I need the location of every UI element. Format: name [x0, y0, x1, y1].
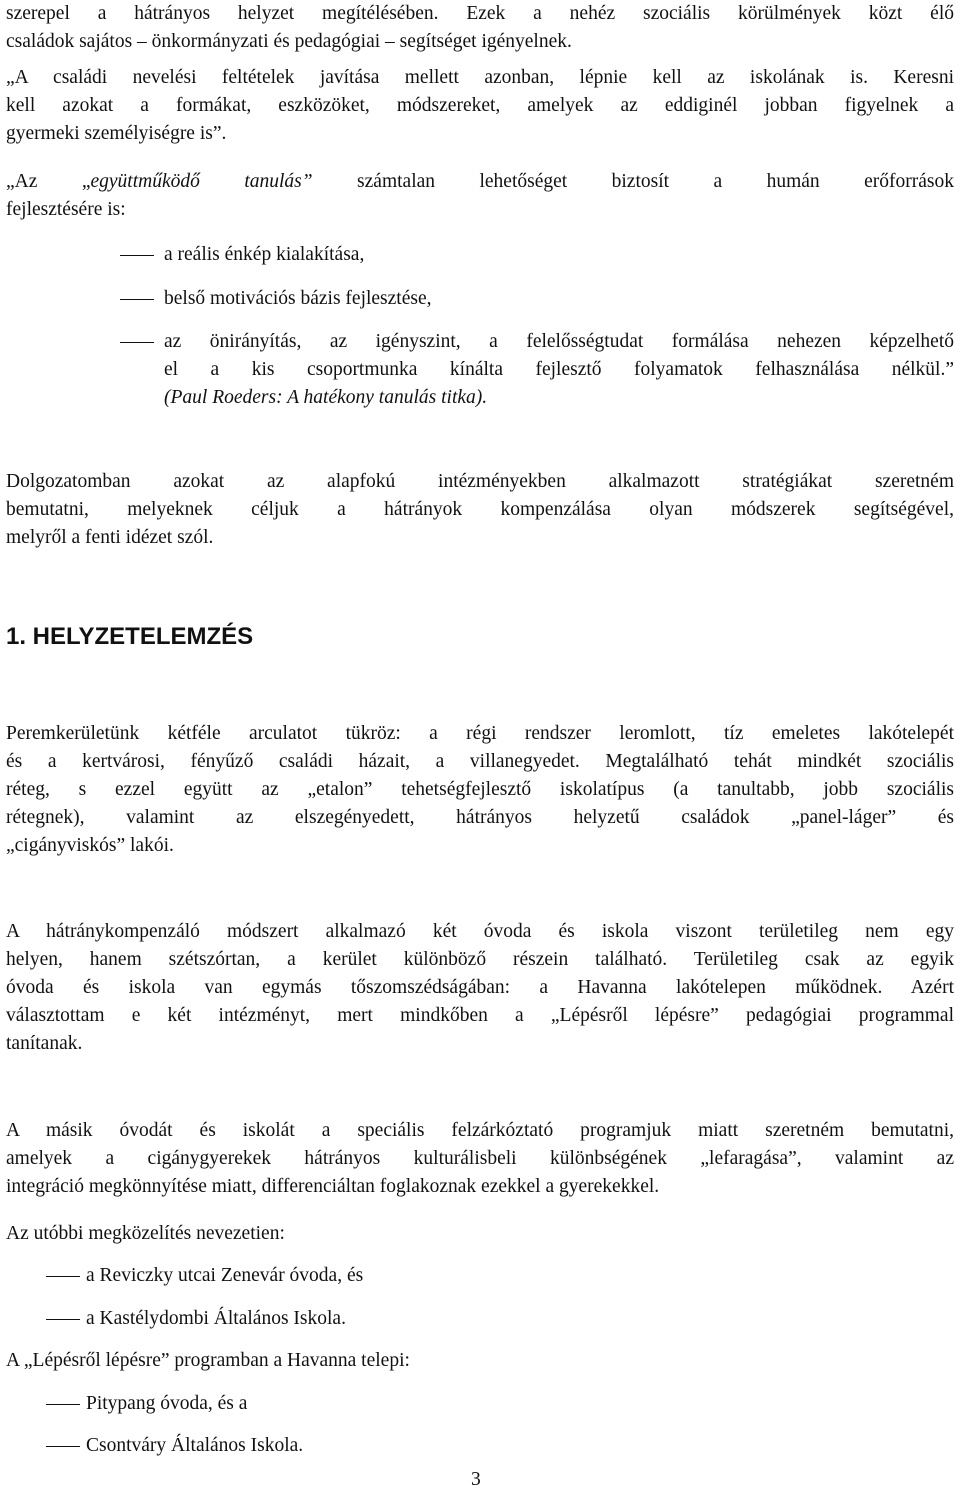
list-item-text: a Reviczky utcai Zenevár óvoda, és	[86, 1265, 364, 1286]
text-line: bemutatni, melyeknek céljuk a hátrányok kompenzálása olyan módszerek segítségével,	[6, 499, 954, 520]
list-item-text: Csontváry Általános Iskola.	[86, 1435, 304, 1456]
text-line: A „Lépésről lépésre” programban a Havanna telepi:	[6, 1350, 410, 1371]
text-line: választottam e két intézményt, mert mindkőben a „Lépésről lépésre” pedagógiai programmal	[6, 1005, 954, 1026]
list-item-text: a reális énkép kialakítása,	[164, 244, 365, 265]
list-item-text: a Kastélydombi Általános Iskola.	[86, 1308, 346, 1329]
paragraph-9	[6, 1347, 954, 1375]
paragraph-4	[6, 468, 954, 552]
text-line: réteg, s ezzel együtt az „etalon” tehetségfejlesztő iskolatípus (a tanultabb, jobb szociális	[6, 779, 954, 800]
list-item-text: el a kis csoportmunka kínálta fejlesztő folyamatok felhasználása nélkül.”	[164, 359, 954, 380]
list-item-text: belső motivációs bázis fejlesztése,	[164, 288, 432, 309]
paragraph-3	[6, 168, 954, 224]
citation-text: (Paul Roeders: A hatékony tanulás titka).	[164, 387, 488, 408]
list-item-text: az önirányítás, az igényszint, a felelősségtudat formálása nehezen képzelhető	[164, 331, 954, 352]
text-line: amelyek a cigánygyerekek hátrányos kulturálisbeli különbségének „lefaragása”, valamint az	[6, 1148, 954, 1169]
section-heading: 1. HELYZETELEMZÉS	[6, 623, 254, 650]
text-line: Peremkerületünk kétféle arculatot tükröz: a régi rendszer leromlott, tíz emeletes lakótelepét	[6, 723, 954, 744]
text-line: gyermeki személyiségre is”.	[6, 123, 227, 144]
text-run: „Az „	[6, 171, 91, 192]
paragraph-5	[6, 720, 954, 860]
text-line: óvoda és iskola van egymás tőszomszédságában: a Havanna lakótelepen működnek. Azért	[6, 977, 954, 998]
text-line: A hátránykompenzáló módszert alkalmazó két óvoda és iskola viszont területileg nem egy	[6, 921, 954, 942]
dash-bullet	[120, 255, 154, 256]
page-number: 3	[471, 1469, 481, 1490]
paragraph-2	[6, 64, 954, 148]
text-line: helyen, hanem szétszórtan, a kerület különböző részein található. Területileg csak az egyik	[6, 949, 954, 970]
citation	[164, 384, 954, 412]
text-line: kell azokat a formákat, eszközöket, módszereket, amelyek az eddiginél jobban figyelnek a	[6, 95, 954, 116]
italic-term: együttműködő tanulás”	[90, 171, 313, 192]
paragraph-8	[6, 1220, 954, 1248]
text-line: családok sajátos – önkormányzati és pedagógiai – segítséget igényelnek.	[6, 31, 572, 52]
text-line: A másik óvodát és iskolát a speciális felzárkóztató programjuk miatt szeretném bemutatni,	[6, 1120, 954, 1141]
text-line: szerepel a hátrányos helyzet megítélésében. Ezek a nehéz szociális körülmények közt élő	[6, 3, 954, 24]
text-line: integráció megkönnyítése miatt, differenciáltan foglakoznak ezekkel a gyerekekkel.	[6, 1176, 660, 1197]
list-item-text: Pitypang óvoda, és a	[86, 1393, 248, 1414]
text-line: Dolgozatomban azokat az alapfokú intézményekben alkalmazott stratégiákat szeretném	[6, 471, 954, 492]
text-line: fejlesztésére is:	[6, 199, 126, 220]
text-line	[6, 168, 954, 196]
dash-bullet	[46, 1276, 80, 1277]
paragraph-7	[6, 1117, 954, 1201]
text-run: számtalan lehetőséget biztosít a humán erőforrások	[312, 171, 954, 192]
dash-bullet	[46, 1319, 80, 1320]
dash-bullet	[120, 342, 154, 343]
dash-bullet	[120, 299, 154, 300]
text-line: „cigányviskós” lakói.	[6, 835, 174, 856]
dash-bullet	[46, 1404, 80, 1405]
paragraph-1	[6, 0, 954, 56]
text-line: és a kertvárosi, fényűző családi házait, a villanegyedet. Megtalálható tehát mindkét szociális	[6, 751, 954, 772]
text-line: rétegnek), valamint az elszegényedett, hátrányos helyzetű családok „panel-láger” és	[6, 807, 954, 828]
text-line: „A családi nevelési feltételek javítása mellett azonban, lépnie kell az iskolának is. Keresni	[6, 67, 954, 88]
text-line: melyről a fenti idézet szól.	[6, 527, 214, 548]
dash-bullet	[46, 1446, 80, 1447]
text-line: tanítanak.	[6, 1033, 83, 1054]
paragraph-6	[6, 918, 954, 1058]
text-line: Az utóbbi megközelítés nevezetien:	[6, 1223, 285, 1244]
